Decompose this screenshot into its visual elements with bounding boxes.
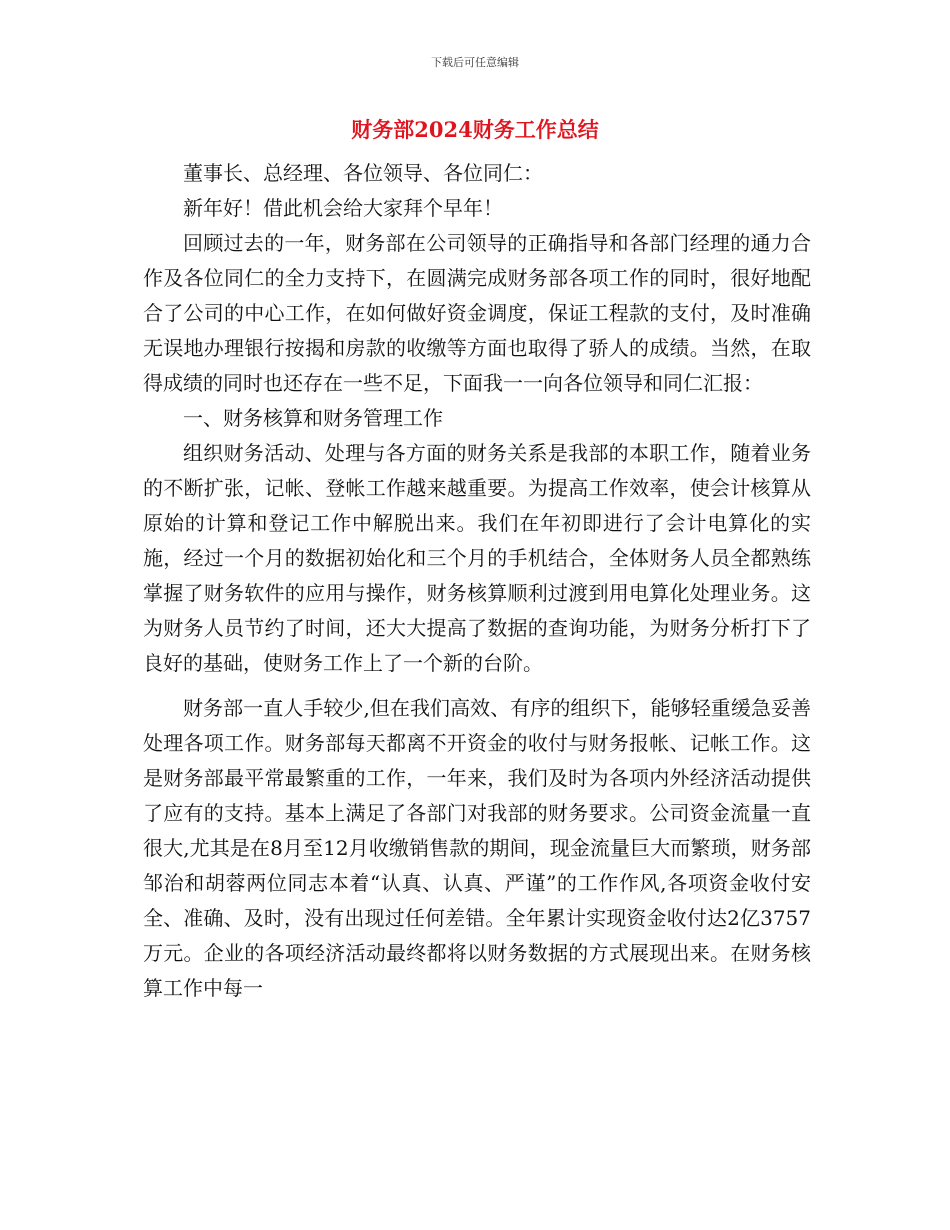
staffing-paragraph: 财务部一直人手较少,但在我们高效、有序的组织下，能够轻重缓急妥善处理各项工作。财务部每天都离不开资金的收付与财务报帐、记帐工作。这是财务部最平常最繁重的工作，一年来，我们及时为各项内外经济活动提供了应有的支持。基本上满足了各部门对我部的财务要求。公司资金流量一直很大,尤其是在8月至12月收缴销售款的期间，现金流量巨大而繁琐，财务部邹治和胡蓉两位同志本着“认真、认真、严谨”的工作作风,各项资金收付安全、准确、及时，没有出现过任何差错。全年累计实现资金收付达2亿3757万元。企业的各项经济活动最终都将以财务数据的方式展现出来。在财务核算工作中每一 — [143, 696, 811, 1000]
document-title: 财务部2024财务工作总结 — [351, 117, 599, 142]
salutation-paragraph: 董事长、总经理、各位领导、各位同仁： — [183, 161, 543, 185]
review-paragraph: 回顾过去的一年，财务部在公司领导的正确指导和各部门经理的通力合作及各位同仁的全力支持下，在圆满完成财务部各项工作的同时，很好地配合了公司的中心工作，在如何做好资金调度，保证工程款的支付，及时准确无误地办理银行按揭和房款的收缴等方面也取得了骄人的成绩。当然，在取得成绩的同时也还存在一些不足，下面我一一向各位领导和同仁汇报： — [143, 231, 811, 395]
header-note: 下载后可任意编辑 — [431, 56, 519, 69]
accounting-paragraph: 组织财务活动、处理与各方面的财务关系是我部的本职工作，随着业务的不断扩张，记帐、登帐工作越来越重要。为提高工作效率，使会计核算从原始的计算和登记工作中解脱出来。我们在年初即进行了会计电算化的实施，经过一个月的数据初始化和三个月的手机结合，全体财务人员全都熟练掌握了财务软件的应用与操作，财务核算顺利过渡到用电算化处理业务。这为财务人员节约了时间，还大大提高了数据的查询功能，为财务分析打下了良好的基础，使财务工作上了一个新的台阶。 — [143, 441, 811, 675]
document-body — [143, 156, 811, 1006]
section-heading: 一、财务核算和财务管理工作 — [183, 406, 443, 430]
greeting-paragraph: 新年好！借此机会给大家拜个早年！ — [183, 196, 503, 220]
